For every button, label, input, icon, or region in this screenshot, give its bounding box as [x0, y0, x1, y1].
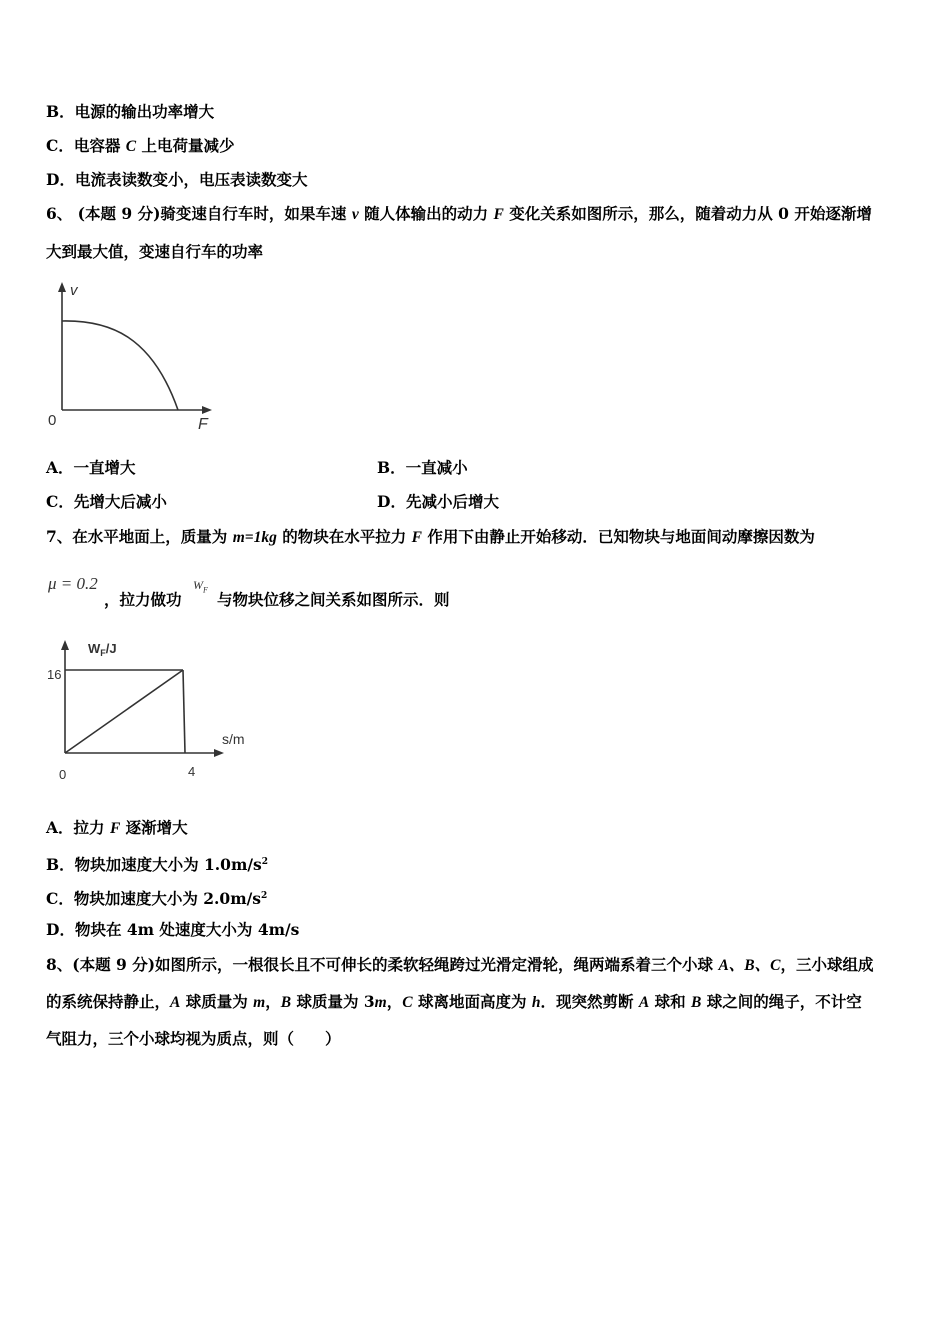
q7-stem-line2a: ，拉力做功 [104, 590, 182, 609]
q7-option-a: A．拉力 F 逐渐增大 [46, 818, 188, 837]
q8-stem-line1: 8、(本题 9 分)如图所示，一根很长且不可伸长的柔软轻绳跨过光滑定滑轮，绳两端系着三个小球 A、B、C，三小球组成 [46, 955, 874, 974]
q7-right-line [183, 670, 185, 753]
q7-wf-symbol: $W_F$ [193, 578, 208, 595]
q8-stem-line3: 气阻力，三个小球均视为质点，则（ ） [46, 1029, 341, 1048]
q7-y-label: $W_F/J$ [88, 641, 117, 658]
q7-x-tick-4: 4 [188, 764, 196, 779]
q7-option-b: B．物块加速度大小为 $1.0m/s^2$ [46, 855, 269, 875]
q6-option-c: C．先增大后减小 [46, 492, 167, 511]
q6-x-arrow [202, 406, 212, 414]
q7-stem-line2b: 与物块位移之间关系如图所示．则 [217, 590, 450, 609]
q7-option-d: D．物块在 4m 处速度大小为 4m/s [46, 920, 300, 939]
q7-y-arrow [61, 640, 69, 650]
q7-y-tick-16: 16 [47, 667, 62, 682]
q7-x-arrow [214, 749, 224, 757]
q7-stem-line1: 7、在水平地面上，质量为 m=1kg 的物块在水平拉力 F 作用下由静止开始移动．已知物块与地面间动摩擦因数为 [46, 527, 815, 546]
q6-option-b: B．一直减小 [377, 458, 468, 477]
q6-v-f-graph [40, 278, 230, 438]
q7-diagonal [65, 670, 183, 753]
q6-option-a: A．一直增大 [46, 458, 136, 477]
q7-origin: 0 [59, 767, 67, 782]
q6-curve [62, 321, 178, 410]
q6-option-d: D．先减小后增大 [377, 492, 499, 511]
q6-stem-line2: 大到最大值，变速自行车的功率 [46, 242, 264, 261]
q7-wf-s-graph [40, 634, 270, 784]
q6-x-label: F [198, 416, 208, 433]
q8-stem-line2: 的系统保持静止，A 球质量为 m，B 球质量为 3m，C 球离地面高度为 h．现突然剪断 A 球和 B 球之间的绳子，不计空 [46, 992, 862, 1011]
q7-option-c: C．物块加速度大小为 $2.0m/s^2$ [46, 889, 268, 909]
q6-y-arrow [58, 282, 66, 292]
q6-stem-line1: 6、 (本题 9 分)骑变速自行车时，如果车速 v 随人体输出的动力 F 变化关系如图所示，那么，随着动力从 0 开始逐渐增 [46, 204, 872, 223]
q5-option-d: D．电流表读数变小，电压表读数变大 [46, 170, 308, 189]
q6-origin: 0 [48, 412, 57, 429]
q7-mu-formula: μ = 0.2 [48, 574, 98, 593]
q6-y-label: v [70, 282, 78, 299]
q5-option-c: C．电容器 C 上电荷量减少 [46, 136, 235, 155]
q7-x-label: s/m [222, 731, 245, 747]
q5-option-b: B．电源的输出功率增大 [46, 102, 215, 121]
